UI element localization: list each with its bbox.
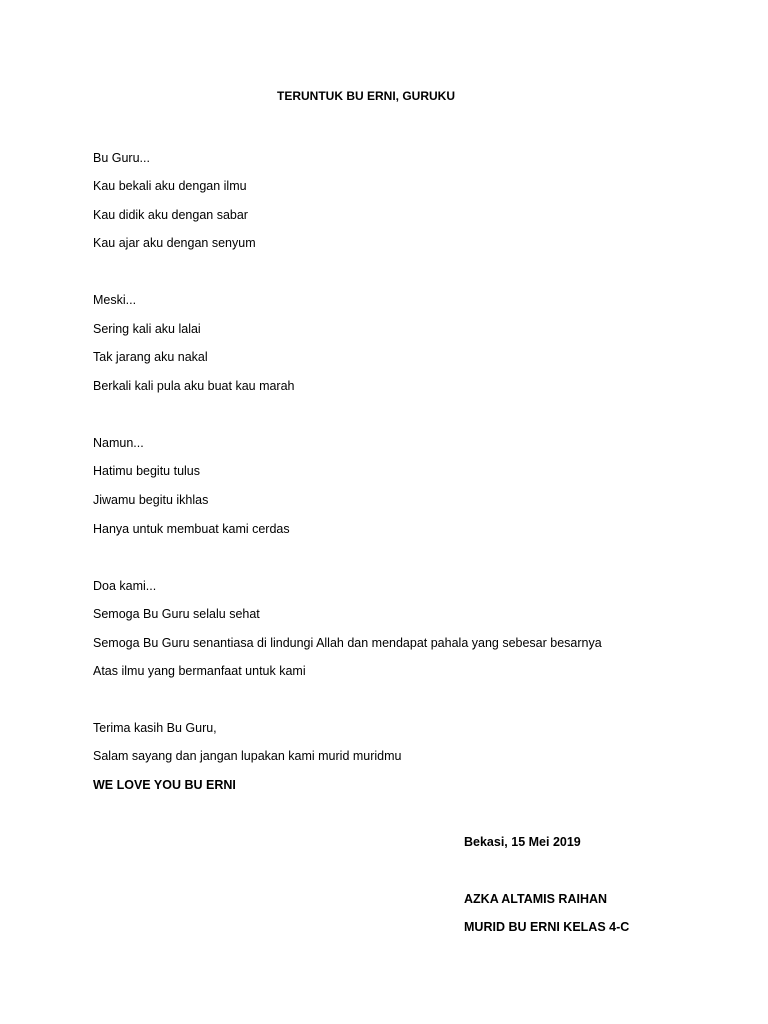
poem-line: Bu Guru...: [93, 151, 150, 165]
poem-line: Doa kami...: [93, 579, 157, 593]
author-role: MURID BU ERNI KELAS 4-C: [464, 920, 630, 934]
poem-line: Tak jarang aku nakal: [93, 350, 208, 364]
document-title: TERUNTUK BU ERNI, GURUKU: [277, 89, 455, 103]
poem-line: Sering kali aku lalai: [93, 322, 201, 336]
poem-line: Berkali kali pula aku buat kau marah: [93, 379, 295, 393]
place-date: Bekasi, 15 Mei 2019: [464, 835, 581, 849]
poem-line: Hanya untuk membuat kami cerdas: [93, 522, 290, 536]
poem-line: Salam sayang dan jangan lupakan kami murid muridmu: [93, 749, 402, 763]
poem-line: Semoga Bu Guru selalu sehat: [93, 607, 260, 621]
poem-line: Kau didik aku dengan sabar: [93, 208, 248, 222]
poem-line: Meski...: [93, 293, 137, 307]
poem-line: Hatimu begitu tulus: [93, 464, 201, 478]
poem-line: Terima kasih Bu Guru,: [93, 721, 217, 735]
poem-line: Jiwamu begitu ikhlas: [93, 493, 209, 507]
poem-line: Kau bekali aku dengan ilmu: [93, 179, 247, 193]
poem-line: Atas ilmu yang bermanfaat untuk kami: [93, 664, 306, 678]
poem-line: Kau ajar aku dengan senyum: [93, 236, 256, 250]
poem-line: Semoga Bu Guru senantiasa di lindungi Allah dan mendapat pahala yang sebesar besarnya: [93, 636, 602, 650]
closing-line: WE LOVE YOU BU ERNI: [93, 778, 236, 792]
author-name: AZKA ALTAMIS RAIHAN: [464, 892, 608, 906]
poem-line: Namun...: [93, 436, 144, 450]
